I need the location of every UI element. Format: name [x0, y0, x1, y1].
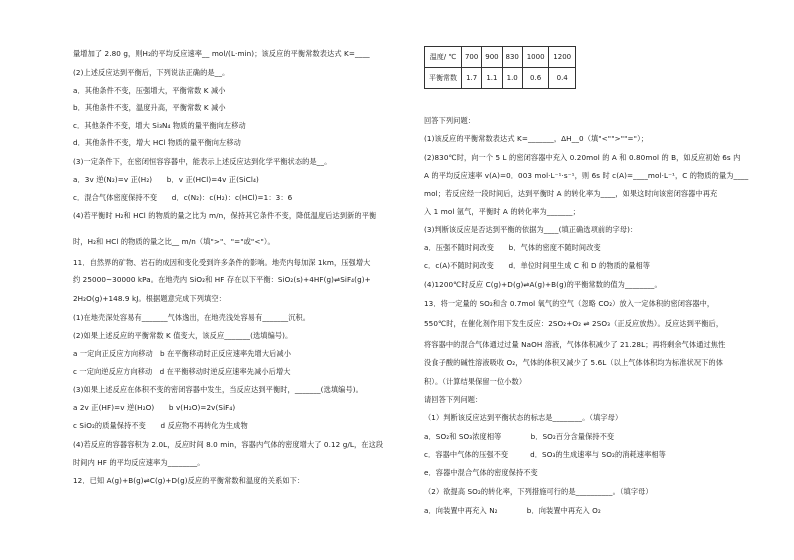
left-line-12: 11．自然界的矿物、岩石的成因和变化受到许多条件的影响。地壳内每加深 1km，压强增大 — [73, 258, 371, 267]
right-line-7: (3)判断该反应是否达到平衡的依据为____(填正确选项前的字母)： — [424, 225, 638, 234]
left-line-23: 时间内 HF 的平均反应速率为________。 — [73, 458, 205, 467]
right-line-5: mol；若反应经一段时间后，达到平衡时 A 的转化率为____，如果这时向该密闭容器中再充 — [424, 189, 718, 198]
right-line-3: (2)830℃时，向一个 5 L 的密闭容器中充入 0.20mol 的 A 和 0.80mol 的 B，如反应初始 6s 内 — [424, 153, 741, 162]
table-cell: 1200 — [549, 47, 576, 68]
left-line-6: d．其他条件不变，增大 HCl 物质的量平衡向左移动 — [73, 138, 241, 147]
right-line-9: c．c(A)不随时间改变 d．单位时间里生成 C 和 D 的物质的量相等 — [424, 261, 651, 270]
right-line-12: 550℃时，在催化剂作用下发生反应：2SO₂+O₂ ⇌ 2SO₃（正反应放热）。反应达到平衡后， — [424, 319, 724, 328]
left-line-1: 量增加了 2.80 g，则H₂的平均反应速率__ mol/(L·min)；该反应的平衡常数表达式 K=____ — [73, 49, 370, 58]
left-line-7: (3)一定条件下，在密闭恒容容器中，能表示上述反应达到化学平衡状态的是__。 — [73, 157, 332, 166]
table-cell: 1.0 — [502, 68, 522, 89]
left-line-14: 2H₂O(g)+148.9 kJ。根据题意完成下列填空： — [73, 294, 226, 303]
right-line-6: 入 1 mol 氩气，平衡时 A 的转化率为_______； — [424, 207, 580, 216]
left-line-17: a 一定向正反应方向移动 b 在平衡移动时正反应速率先增大后减小 — [73, 349, 291, 358]
table-cell: 1.1 — [482, 68, 502, 89]
left-line-8: a．3v 逆(N₂)=v 正(H₂) b．v 正(HCl)=4v 正(SiCl₄) — [73, 175, 259, 184]
left-line-21: c SiO₂的质量保持不变 d 反应物不再转化为生成物 — [73, 421, 248, 430]
left-line-20: a 2v 正(HF)=v 逆(H₂O) b v(H₂O)=2v(SiF₄) — [73, 403, 236, 412]
table-cell: 700 — [462, 47, 482, 68]
table-cell: 830 — [502, 47, 522, 68]
right-line-1: 回答下列问题： — [424, 116, 476, 125]
left-line-22: (4)若反应的容器容积为 2.0L，反应时间 8.0 min，容器内气体的密度增大了 0.12 g/L，在这段 — [73, 440, 384, 449]
left-line-5: c．其他条件不变，增大 Si₃N₄ 物质的量平衡向左移动 — [73, 121, 246, 130]
right-line-18: a．SO₂和 SO₃浓度相等 b．SO₂百分含量保持不变 — [424, 432, 615, 441]
table-cell: 1.7 — [462, 68, 482, 89]
right-line-22: a．向装置中再充入 N₂ b．向装置中再充入 O₂ — [424, 506, 601, 515]
left-line-9: c．混合气体密度保持不变 d．c(N₂)：c(H₂)：c(HCl)=1：3：6 — [73, 193, 293, 202]
right-line-11: 13．将一定量的 SO₂和含 0.7mol 氧气的空气（忽略 CO₂）放入一定体积的密闭容器中， — [424, 299, 715, 308]
right-line-2: (1)该反应的平衡常数表达式 K=_______，ΔH__0（填"<"">""="）； — [424, 134, 649, 143]
table-cell: 0.6 — [522, 68, 549, 89]
right-line-10: (4)1200℃时反应 C(g)+D(g)⇌A(g)+B(g)的平衡常数的值为________。 — [424, 280, 662, 289]
left-line-24: 12．已知 A(g)+B(g)⇌C(g)+D(g)反应的平衡常数和温度的关系如下： — [73, 476, 305, 485]
table-header-label: 温度/ ℃ — [425, 47, 462, 68]
left-line-16: (2)如果上述反应的平衡常数 K 值变大，该反应_______(选填编号)。 — [73, 331, 293, 340]
right-line-19: c．容器中气体的压强不变 d．SO₃的生成速率与 SO₂的消耗速率相等 — [424, 450, 666, 459]
right-line-15: 积）。（计算结果保留一位小数） — [424, 377, 527, 386]
right-line-8: a．压强不随时间改变 b．气体的密度不随时间改变 — [424, 243, 601, 252]
left-line-3: a．其他条件不变，压强增大，平衡常数 K 减小 — [73, 86, 226, 95]
left-line-19: (3)如果上述反应在体积不变的密闭容器中发生，当反应达到平衡时，_______(选填编号)。 — [73, 385, 363, 394]
left-line-11: 时，H₂和 HCl 的物质的量之比__ m/n（填">"、"="或"<"）。 — [73, 237, 275, 246]
left-line-4: b．其他条件不变，温度升高，平衡常数 K 减小 — [73, 103, 226, 112]
left-line-2: (2)上述反应达到平衡后，下列说法正确的是__。 — [73, 68, 230, 77]
table-row-temperature — [425, 47, 576, 68]
table-value-label: 平衡常数 — [425, 68, 462, 89]
left-line-10: (4)若平衡时 H₂和 HCl 的物质的量之比为 m/n，保持其它条件不变，降低温度后达到新的平衡 — [73, 211, 377, 220]
left-line-18: c 一定向逆反应方向移动 d 在平衡移动时逆反应速率先减小后增大 — [73, 367, 291, 376]
left-line-15: (1)在地壳深处容易有_______气体逸出，在地壳浅处容易有_______沉积。 — [73, 313, 311, 322]
left-line-13: 约 25000~30000 kPa。在地壳内 SiO₂和 HF 存在以下平衡：SiO₂(s)+4HF(g)⇌SiF₄(g)+ — [73, 275, 371, 284]
right-line-4: A 的平均反应速率 v(A)=0．003 mol·L⁻¹·s⁻¹，则 6s 时 c(A)=____mol·L⁻¹，C 的物质的量为____ — [424, 171, 749, 180]
table-cell: 900 — [482, 47, 502, 68]
right-line-14: 没食子酸的碱性溶液吸收 O₂，气体的体积又减少了 5.6L（以上气体体积均为标准状况下的体 — [424, 358, 723, 367]
right-line-20: e．容器中混合气体的密度保持不变 — [424, 468, 538, 477]
table-cell: 0.4 — [549, 68, 576, 89]
right-line-13: 将容器中的混合气体通过过量 NaOH 溶液，气体体积减少了 21.28L；再将剩余气体通过焦性 — [424, 340, 726, 349]
table-row-constant — [425, 68, 576, 89]
right-line-17: （1）判断该反应达到平衡状态的标志是________。（填字母） — [424, 413, 623, 422]
table-cell: 1000 — [522, 47, 549, 68]
equilibrium-constant-table — [424, 46, 576, 89]
right-line-21: （2）欲提高 SO₂的转化率，下列措施可行的是__________。（填字母） — [424, 487, 653, 496]
right-line-16: 请回答下列问题： — [424, 395, 483, 404]
